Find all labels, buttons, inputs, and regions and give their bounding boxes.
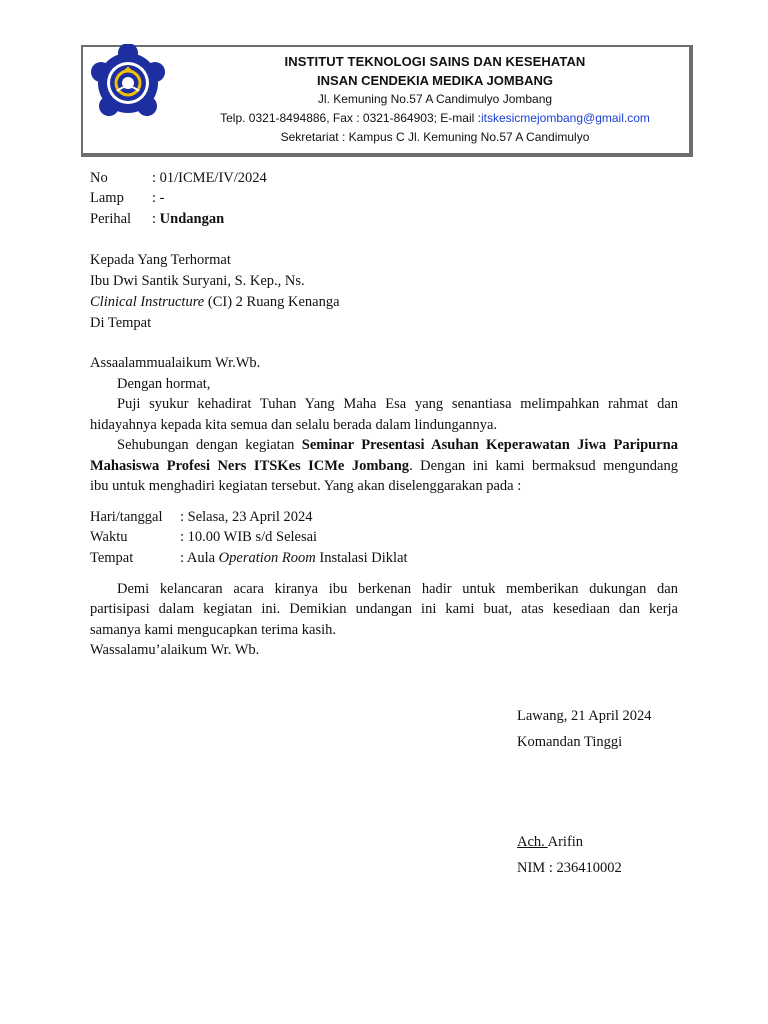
field-subject-prefix: : bbox=[152, 211, 160, 227]
paragraph-2-line-1 bbox=[117, 435, 678, 456]
letterhead-contact bbox=[170, 109, 700, 128]
paragraph-2-prefix: Sehubungan dengan kegiatan bbox=[117, 437, 302, 453]
paragraph-1-line-1: Puji syukur kehadirat Tuhan Yang Maha Esa yang senantiasa melimpahkan rahmat dan bbox=[117, 396, 678, 412]
letterhead-institution-line1: INSTITUT TEKNOLOGI SAINS DAN KESEHATAN bbox=[284, 54, 586, 69]
event-place-prefix: : Aula bbox=[180, 550, 219, 566]
letterhead-secretariat: Sekretariat : Kampus C Jl. Kemuning No.57 A Candimulyo bbox=[280, 130, 590, 144]
field-subject-value: Undangan bbox=[159, 211, 225, 227]
farewell: Wassalamu’alaikum Wr. Wb. bbox=[90, 642, 260, 658]
event-date bbox=[90, 507, 313, 527]
field-attachment-label: Lamp bbox=[90, 190, 124, 206]
opening: Dengan hormat, bbox=[117, 376, 211, 392]
field-number-value: : 01/ICME/IV/2024 bbox=[152, 170, 267, 186]
field-number bbox=[90, 168, 267, 188]
letterhead-email: itskesicmejombang@gmail.com bbox=[480, 111, 650, 125]
paragraph-2-line-3: ibu untuk menghadiri kegiatan tersebut. Yang akan diselenggarakan pada : bbox=[90, 478, 522, 494]
field-attachment bbox=[90, 188, 164, 208]
field-attachment-value: : - bbox=[152, 190, 165, 206]
event-time bbox=[90, 527, 317, 547]
field-number-label: No bbox=[90, 170, 108, 186]
letterhead-institution-line2: INSAN CENDEKIA MEDIKA JOMBANG bbox=[317, 73, 553, 88]
institution-logo bbox=[89, 44, 167, 122]
recipient-name: Ibu Dwi Santik Suryani, S. Kep., Ns. bbox=[90, 273, 305, 289]
signature-name-underlined: Ach. bbox=[517, 834, 548, 850]
event-place bbox=[90, 548, 408, 568]
event-date-label: Hari/tanggal bbox=[90, 509, 163, 525]
paragraph-2-rest: . Dengan ini kami bermaksud mengundang bbox=[409, 458, 678, 474]
greeting: Assaalammualaikum Wr.Wb. bbox=[90, 355, 261, 371]
paragraph-2-line-2 bbox=[90, 456, 678, 477]
paragraph-1-line-2: hidayahnya kepada kita semua dan selalu berada dalam lindungannya. bbox=[90, 417, 498, 433]
event-place-italic: Operation Room bbox=[218, 550, 316, 566]
signature-name bbox=[517, 832, 583, 852]
paragraph-3-line-2: partisipasi dalam kegiatan ini. Demikian undangan ini kami buat, atas kesediaan dan kerja bbox=[90, 601, 678, 617]
signature-nim: NIM : 236410002 bbox=[517, 860, 622, 876]
signature-name-rest: Arifin bbox=[547, 834, 584, 850]
event-time-value: : 10.00 WIB s/d Selesai bbox=[180, 529, 318, 545]
signature-place-date: Lawang, 21 April 2024 bbox=[517, 708, 652, 724]
recipient-line1: Kepada Yang Terhormat bbox=[90, 252, 231, 268]
recipient-role-rest: (CI) 2 Ruang Kenanga bbox=[204, 294, 340, 310]
field-subject bbox=[90, 209, 224, 229]
paragraph-3-line-3: samanya kami mengucapkan terima kasih. bbox=[90, 622, 337, 638]
paragraph-3-line-1: Demi kelancaran acara kiranya ibu berkenan hadir untuk memberikan dukungan dan bbox=[117, 581, 678, 597]
letterhead-text bbox=[170, 52, 700, 147]
signature-title: Komandan Tinggi bbox=[517, 734, 623, 750]
letterhead-address: Jl. Kemuning No.57 A Candimulyo Jombang bbox=[317, 92, 553, 106]
paragraph-2-event-title: Seminar Presentasi Asuhan Keperawatan Jiwa Paripurna bbox=[301, 437, 678, 453]
event-time-label: Waktu bbox=[90, 529, 128, 545]
letterhead-phone: Telp. 0321-8494886, Fax : 0321-864903; E-mail : bbox=[220, 111, 481, 125]
paragraph-2-event-title-cont: Mahasiswa Profesi Ners ITSKes ICMe Jombang bbox=[90, 458, 410, 474]
recipient-role-italic: Clinical Instructure bbox=[90, 294, 205, 310]
field-subject-label: Perihal bbox=[90, 211, 132, 227]
recipient-place: Di Tempat bbox=[90, 315, 152, 331]
event-place-label: Tempat bbox=[90, 550, 134, 566]
recipient-role bbox=[90, 292, 340, 312]
event-date-value: : Selasa, 23 April 2024 bbox=[180, 509, 313, 525]
event-place-suffix: Instalasi Diklat bbox=[315, 550, 408, 566]
